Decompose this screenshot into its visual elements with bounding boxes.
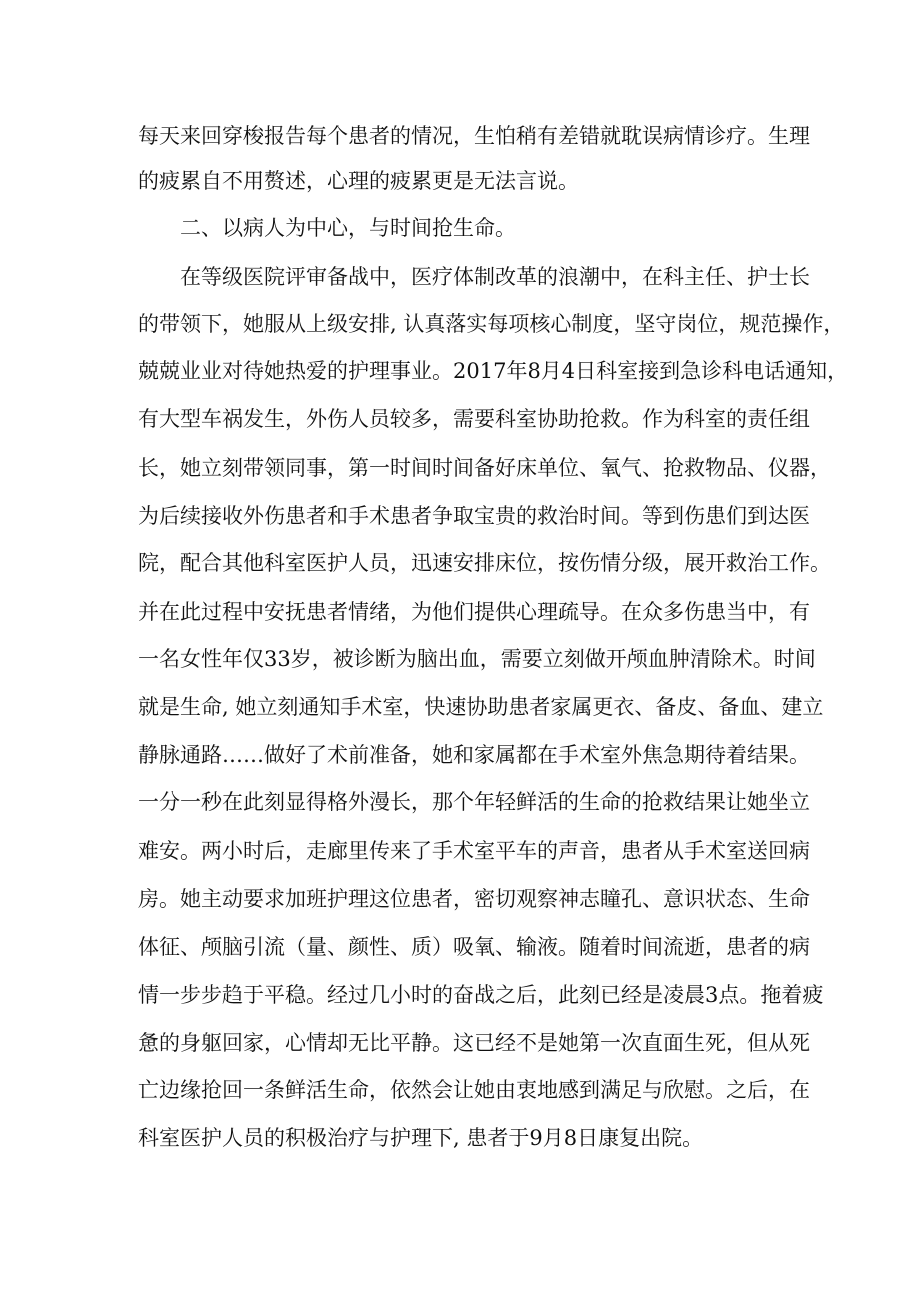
text-line: 一名女性年仅33岁，被诊断为脑出血，需要立刻做开颅血肿清除术。时间 — [138, 647, 816, 671]
text-line: 每天来回穿梭报告每个患者的情况，生怕稍有差错就耽误病情诊疗。生理 — [138, 124, 810, 148]
text-line: 科室医护人员的积极治疗与护理下, 患者于9月8日康复出院。 — [138, 1126, 704, 1150]
text-line: 惫的身躯回家，心情却无比平静。这已经不是她第一次直面生死，但从死 — [138, 1031, 810, 1055]
text-line: 并在此过程中安抚患者情绪，为他们提供心理疏导。在众多伤患当中，有 — [138, 600, 810, 624]
text-line: 在等级医院评审备战中，医疗体制改革的浪潮中，在科主任、护士长 — [180, 265, 810, 289]
text-line: 情一步步趋于平稳。经过几小时的奋战之后，此刻已经是凌晨3点。拖着疲 — [138, 983, 824, 1007]
text-line: 静脉通路……做好了术前准备，她和家属都在手术室外焦急期待着结果。 — [138, 743, 810, 767]
text-line: 有大型车祸发生，外伤人员较多，需要科室协助抢救。作为科室的责任组 — [138, 407, 810, 431]
text-line: 院，配合其他科室医护人员，迅速安排床位，按伤情分级，展开救治工作。 — [138, 551, 831, 575]
text-line: 为后续接收外伤患者和手术患者争取宝贵的救治时间。等到伤患们到达医 — [138, 504, 810, 528]
section-heading: 二、以病人为中心，与时间抢生命。 — [180, 216, 516, 240]
text-line: 的带领下，她服从上级安排, 认真落实每项核心制度，坚守岗位，规范操作， — [138, 312, 845, 336]
text-line: 就是生命, 她立刻通知手术室，快速协助患者家属更衣、备皮、备血、建立 — [138, 695, 824, 719]
text-line: 体征、颅脑引流（量、颜性、质）吸氧、输液。随着时间流逝，患者的病 — [138, 935, 810, 959]
text-line: 一分一秒在此刻显得格外漫长，那个年轻鲜活的生命的抢救结果让她坐立 — [138, 790, 810, 814]
text-line: 长，她立刻带领同事，第一时间时间备好床单位、氧气、抢救物品、仪器， — [138, 456, 831, 480]
text-line: 亡边缘抢回一条鲜活生命，依然会让她由衷地感到满足与欣慰。之后，在 — [138, 1078, 810, 1102]
text-line: 房。她主动要求加班护理这位患者，密切观察神志瞳孔、意识状态、生命 — [138, 887, 810, 911]
text-line: 兢兢业业对待她热爱的护理事业。2017年8月4日科室接到急诊科电话通知， — [138, 359, 849, 383]
text-line: 的疲累自不用赘述，心理的疲累更是无法言说。 — [138, 169, 579, 193]
text-line: 难安。两小时后，走廊里传来了手术室平车的声音，患者从手术室送回病 — [138, 839, 810, 863]
